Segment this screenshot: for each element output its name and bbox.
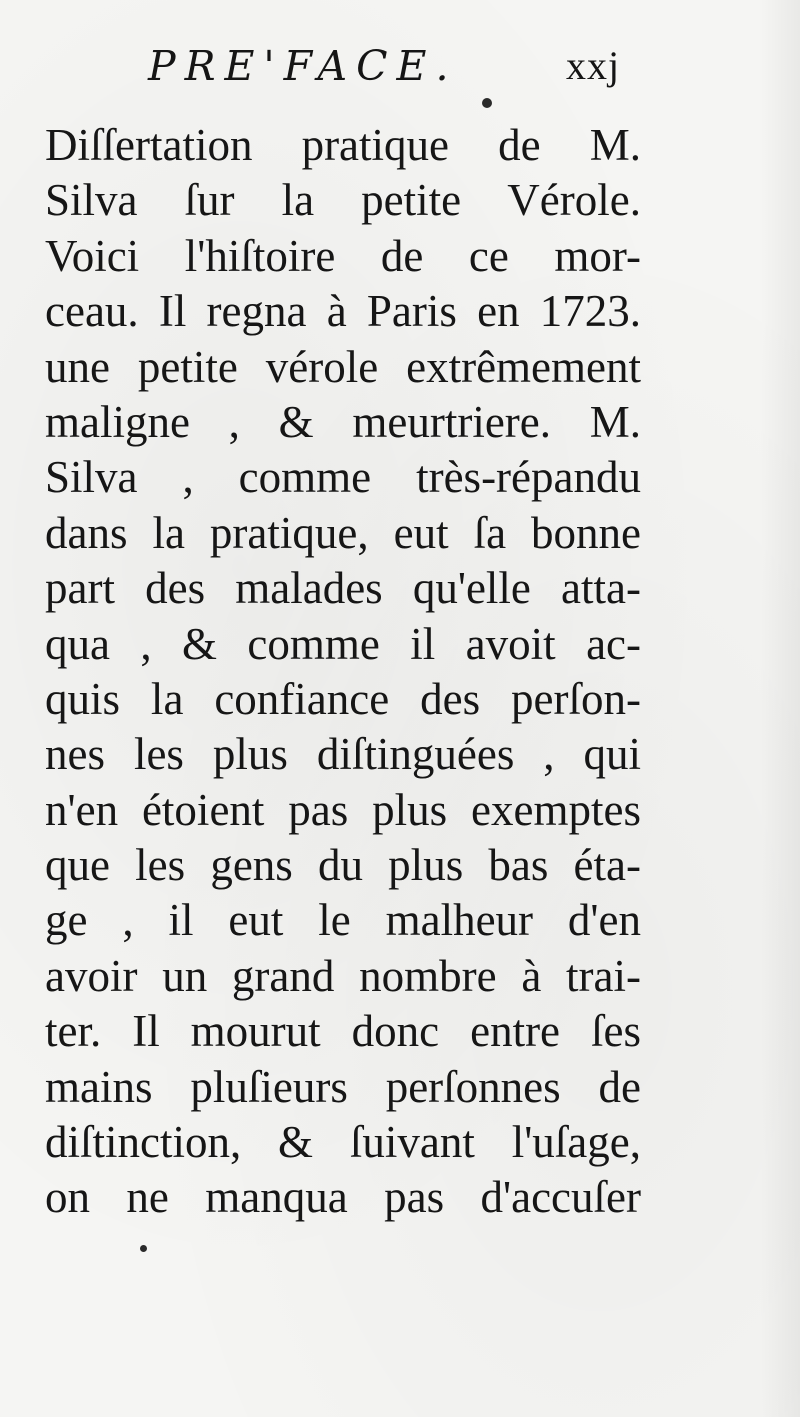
text-line: dans la pratique, eut ſa bonne: [45, 507, 641, 558]
text-line: mains pluſieurs perſonnes de: [45, 1061, 641, 1112]
text-line: part des malades qu'elle atta-: [45, 563, 641, 614]
text-line: quis la confiance des perſon-: [45, 673, 641, 724]
text-line: Voici l'hiſtoire de ce mor-: [45, 230, 641, 281]
text-line: maligne , & meurtriere. M.: [45, 396, 641, 447]
text-line: Silva ſur la petite Vérole.: [45, 175, 641, 226]
text-line: diſtinction, & ſuivant l'uſage,: [45, 1117, 641, 1168]
text-line: avoir un grand nombre à trai-: [45, 950, 641, 1001]
body-text: [45, 118, 641, 1226]
ink-speck: [140, 1245, 147, 1252]
ink-speck: [482, 98, 492, 108]
text-line: on ne manqua pas d'accuſer: [45, 1172, 641, 1223]
page-gutter-shadow: [760, 0, 800, 1417]
text-line: ter. Il mourut donc entre ſes: [45, 1006, 641, 1057]
page-number: xxj: [566, 43, 621, 88]
text-line: Diſſertation pratique de M.: [45, 120, 641, 170]
text-line: qua , & comme il avoit ac-: [45, 618, 641, 669]
text-line: ge , il eut le malheur d'en: [45, 895, 641, 946]
text-line: que les gens du plus bas éta-: [45, 840, 641, 891]
page-header: [0, 42, 800, 102]
text-line: n'en étoient pas plus exemptes: [45, 784, 641, 835]
text-line: nes les plus diſtinguées , qui: [45, 729, 641, 780]
running-title: PRE'FACE.: [148, 42, 458, 90]
text-line: ceau. Il regna à Paris en 1723.: [45, 286, 641, 337]
text-line: une petite vérole extrêmement: [45, 341, 641, 392]
text-line: Silva , comme très-répandu: [45, 452, 641, 503]
